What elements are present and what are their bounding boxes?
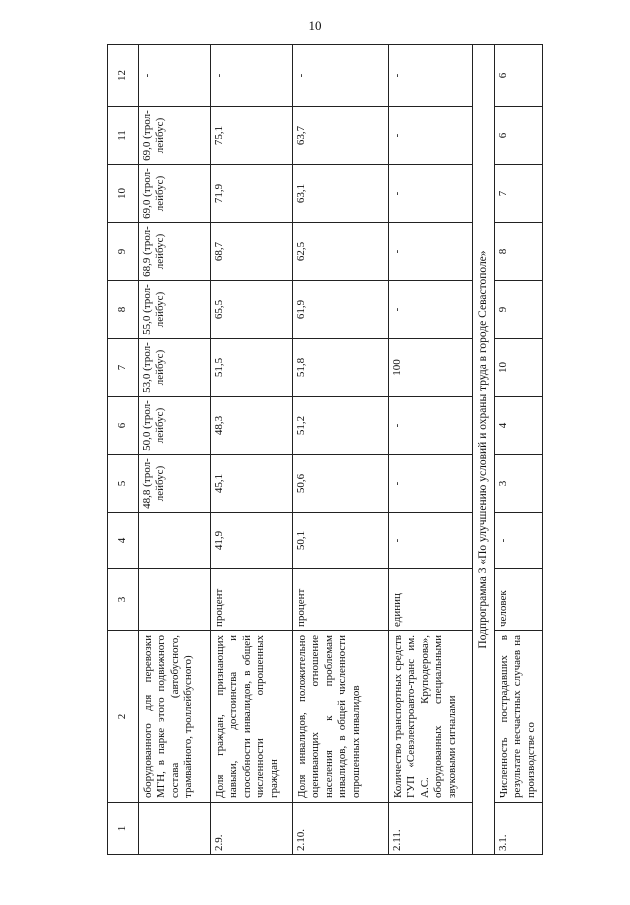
unit-cell: единиц	[389, 569, 473, 631]
table-row	[389, 45, 473, 855]
value-cell: 6	[495, 45, 543, 107]
value-cell: 9	[495, 281, 543, 339]
value-cell: 61,9	[293, 281, 389, 339]
value-cell: -	[389, 513, 473, 569]
value-cell: -	[389, 45, 473, 107]
table-row	[211, 45, 293, 855]
value-cell: 55,0 (трол-лейбус)	[139, 281, 211, 339]
value-cell: 63,1	[293, 165, 389, 223]
value-cell: 50,0 (трол-лейбус)	[139, 397, 211, 455]
value-cell: 63,7	[293, 107, 389, 165]
column-number: 11	[108, 107, 139, 165]
value-cell: 69,0 (трол-лейбус)	[139, 165, 211, 223]
value-cell: 65,5	[211, 281, 293, 339]
column-number: 4	[108, 513, 139, 569]
column-number: 9	[108, 223, 139, 281]
value-cell	[139, 513, 211, 569]
value-cell: 62,5	[293, 223, 389, 281]
unit-cell: процент	[211, 569, 293, 631]
subprogram-title: Подпрограмма 3 «По улучшению условий и охраны труда в городе Севастополе»	[473, 45, 495, 855]
value-cell: 69,0 (трол-лейбус)	[139, 107, 211, 165]
value-cell: 51,2	[293, 397, 389, 455]
value-cell: 53,0 (трол-лейбус)	[139, 339, 211, 397]
column-number: 10	[108, 165, 139, 223]
value-cell: -	[495, 513, 543, 569]
table-row	[293, 45, 389, 855]
column-number: 7	[108, 339, 139, 397]
value-cell: 41,9	[211, 513, 293, 569]
value-cell: -	[389, 223, 473, 281]
row-index: 2.11.	[389, 803, 473, 855]
value-cell: 48,3	[211, 397, 293, 455]
column-number: 12	[108, 45, 139, 107]
table-row	[139, 45, 211, 855]
value-cell: 3	[495, 455, 543, 513]
indicator-name: Доля граждан, признающих навыки, достоинства и способности инвалидов, в общей численности опрошенных граждан	[211, 631, 293, 803]
indicator-name: Численность пострадавших в результате несчастных случаев на производстве со	[495, 631, 543, 803]
value-cell: -	[389, 455, 473, 513]
value-cell: -	[293, 45, 389, 107]
indicator-name: Доля инвалидов, положительно оценивающих отношение населения к проблемам инвалидов, в общей численности опрошенных инвалидов	[293, 631, 389, 803]
column-number: 2	[108, 631, 139, 803]
column-number: 1	[108, 803, 139, 855]
row-index: 3.1.	[495, 803, 543, 855]
value-cell: 100	[389, 339, 473, 397]
value-cell: 8	[495, 223, 543, 281]
value-cell: 10	[495, 339, 543, 397]
value-cell: 51,8	[293, 339, 389, 397]
column-number: 8	[108, 281, 139, 339]
value-cell: -	[211, 45, 293, 107]
column-number: 6	[108, 397, 139, 455]
value-cell: 45,1	[211, 455, 293, 513]
row-index: 2.9.	[211, 803, 293, 855]
unit-cell: процент	[293, 569, 389, 631]
value-cell: 50,1	[293, 513, 389, 569]
indicator-name: оборудованного для перевозки МГН, в парке этого подвижного состава (автобусного, трамвайного, троллейбусного)	[139, 631, 211, 803]
value-cell: 51,5	[211, 339, 293, 397]
value-cell: 71,9	[211, 165, 293, 223]
value-cell: 68,9 (трол-лейбус)	[139, 223, 211, 281]
header-row	[108, 45, 139, 855]
value-cell: 50,6	[293, 455, 389, 513]
column-number: 3	[108, 569, 139, 631]
value-cell: -	[389, 107, 473, 165]
value-cell: 48,8 (трол-лейбус)	[139, 455, 211, 513]
value-cell: -	[139, 45, 211, 107]
row-index	[139, 803, 211, 855]
value-cell: 75,1	[211, 107, 293, 165]
value-cell: -	[389, 397, 473, 455]
column-number: 5	[108, 455, 139, 513]
value-cell: 6	[495, 107, 543, 165]
rotated-table-container	[107, 45, 537, 855]
table-row	[495, 45, 543, 855]
unit-cell: человек	[495, 569, 543, 631]
subprogram-row	[473, 45, 495, 855]
value-cell: -	[389, 165, 473, 223]
unit-cell	[139, 569, 211, 631]
value-cell: -	[389, 281, 473, 339]
page-number: 10	[308, 18, 322, 33]
indicator-name: Количество транспортных средств ГУП «Севэлектроавто-транс им. А.С. Круподерова», оборудованных специальными звуковыми сигналами	[389, 631, 473, 803]
indicators-table	[107, 44, 543, 855]
row-index: 2.10.	[293, 803, 389, 855]
value-cell: 4	[495, 397, 543, 455]
value-cell: 68,7	[211, 223, 293, 281]
value-cell: 7	[495, 165, 543, 223]
